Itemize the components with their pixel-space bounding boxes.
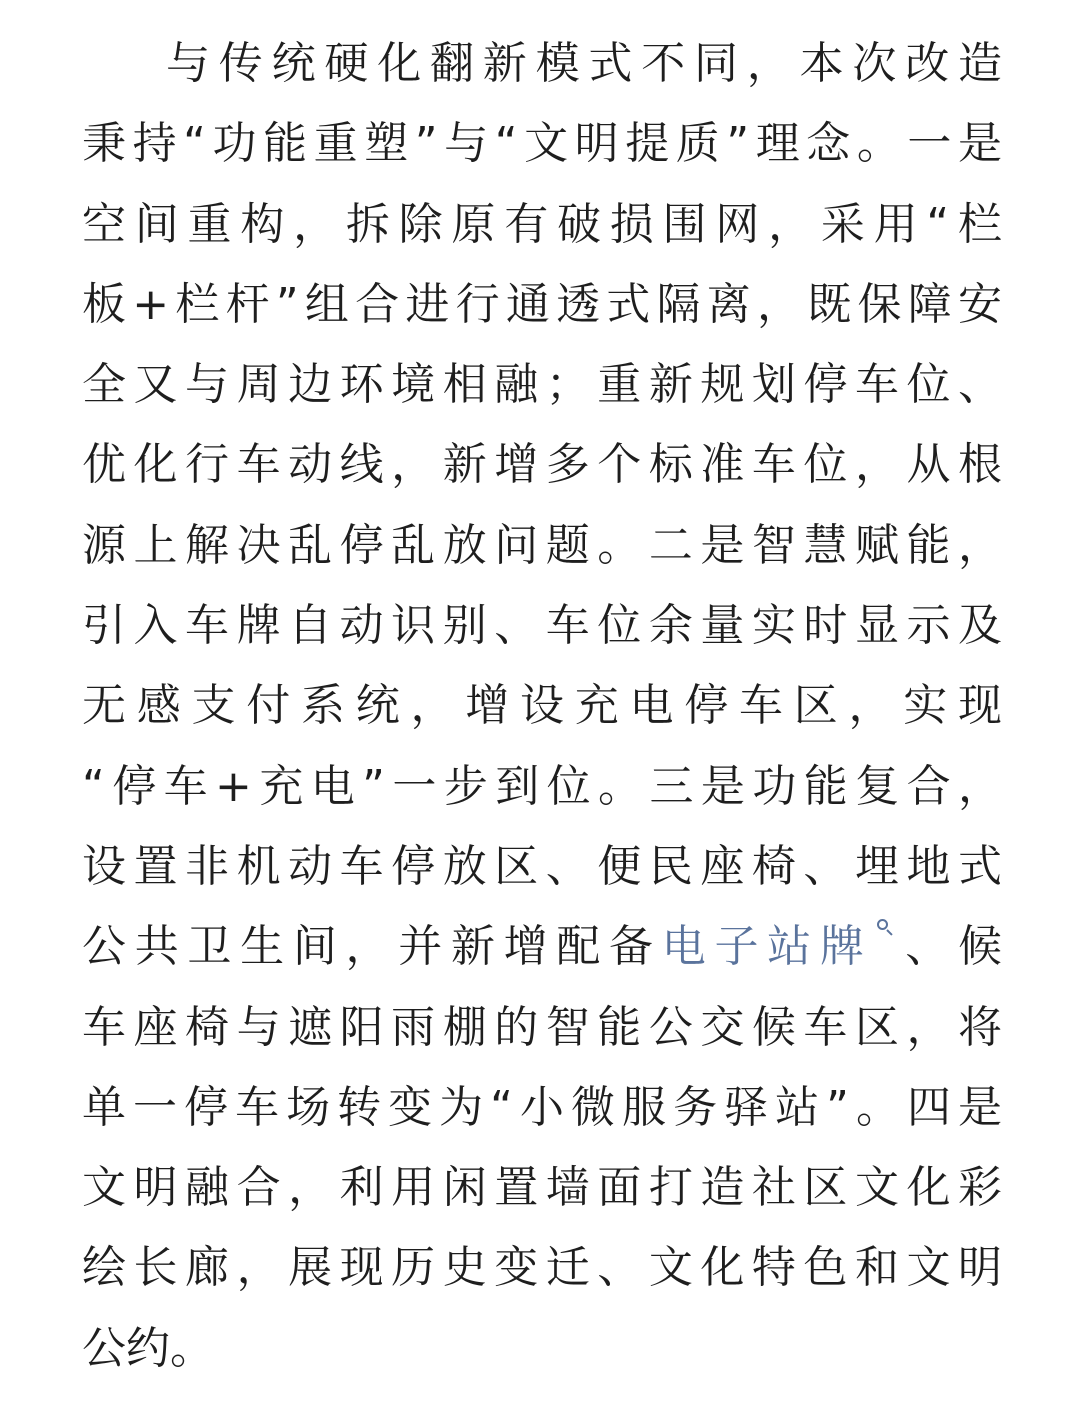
paragraph-line-16: 绘长廊，展现历史变迁、文化特色和文明: [82, 1242, 1002, 1294]
paragraph-line-5: 全又与周边环境相融；重新规划停车位、: [82, 359, 1002, 411]
search-link-electronic-stop-sign[interactable]: [662, 921, 897, 972]
paragraph-line-10: “停车+充电”一步到位。三是功能复合，: [82, 760, 1002, 812]
paragraph-line-8: 引入车牌自动识别、车位余量实时显示及: [82, 600, 1002, 652]
paragraph-line-12: [82, 907, 1002, 987]
paragraph-line-12-text: 公共卫生间，并新增配备: [82, 921, 662, 973]
paragraph-line-4: 板+栏杆”组合进行通透式隔离，既保障安: [82, 278, 1002, 330]
search-icon[interactable]: [875, 919, 897, 949]
paragraph-line-13: 车座椅与遮阳雨棚的智能公交候车区，将: [82, 1001, 1002, 1053]
paragraph-line-6: 优化行车动线，新增多个标准车位，从根: [82, 439, 1002, 491]
paragraph-line-15: 文明融合，利用闲置墙面打造社区文化彩: [82, 1162, 1002, 1214]
paragraph-line-7: 源上解决乱停乱放问题。二是智慧赋能，: [82, 519, 1002, 571]
search-link-label[interactable]: 电子站牌: [661, 921, 873, 973]
paragraph-line-2: 秉持“功能重塑”与“文明提质”理念。一是: [82, 118, 1002, 170]
paragraph-line-14: 单一停车场转变为“小微服务驿站”。四是: [82, 1081, 1002, 1133]
paragraph-line-3: 空间重构，拆除原有破损围网，采用“栏: [82, 198, 1002, 250]
paragraph-line-9: 无感支付系统，增设充电停车区，实现: [82, 680, 1002, 732]
paragraph-line-1: 与传统硬化翻新模式不同，本次改造: [166, 38, 1002, 89]
article-body: [82, 24, 1002, 1389]
paragraph-line-11: 设置非机动车停放区、便民座椅、埋地式: [82, 840, 1002, 892]
paragraph-line-12-suffix: 、候: [896, 921, 1003, 973]
paragraph-line-17: 公约。: [82, 1322, 214, 1374]
